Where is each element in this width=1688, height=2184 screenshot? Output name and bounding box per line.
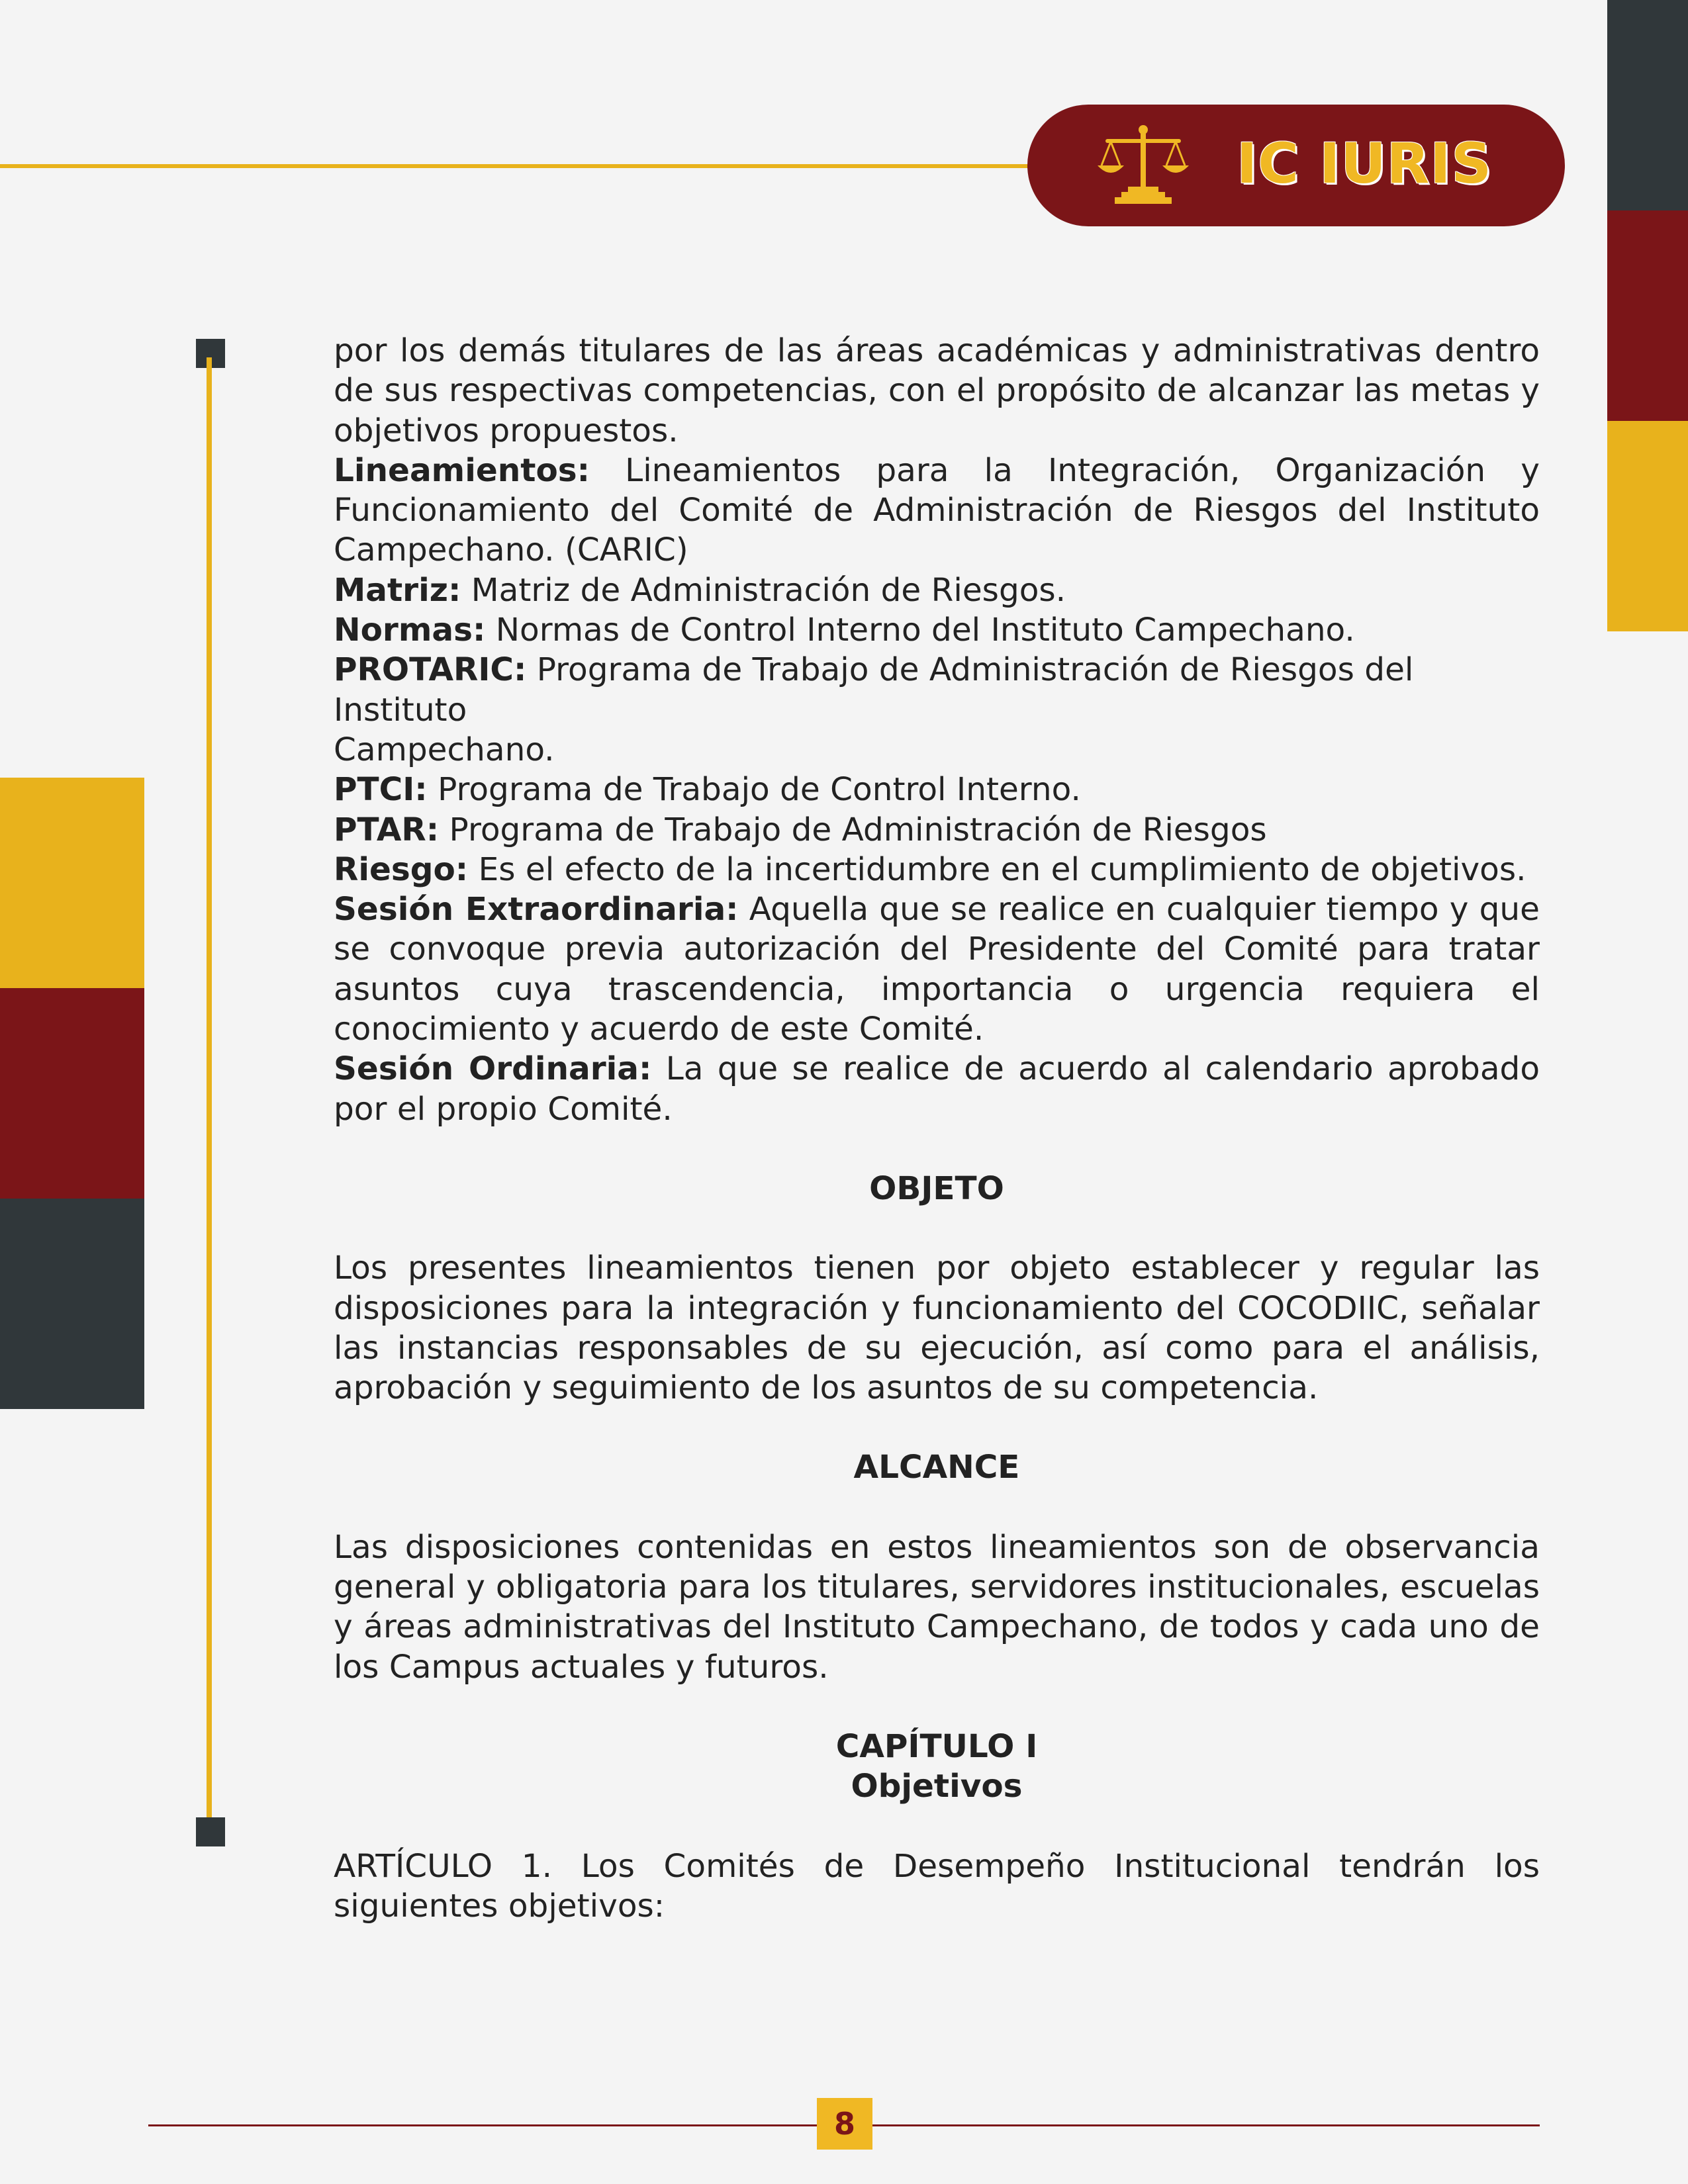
definition-ptar xyxy=(334,810,1540,850)
definition-lineamientos xyxy=(334,451,1540,570)
definition-text: La que se realice de acuerdo al calendario aprobado por el propio Comité. xyxy=(334,1050,1540,1128)
spacer xyxy=(334,1488,1540,1527)
header-rule xyxy=(0,164,1033,168)
definition-term: Sesión Ordinaria: xyxy=(334,1050,652,1088)
main-content xyxy=(334,331,1540,1926)
objeto-paragraph: Los presentes lineamientos tienen por objeto establecer y regular las disposiciones para la integración y funcionamiento del COCODIIC, señalar las instancias responsables de su ejecución, así como para el análisis, aprobación y seguimiento de los asuntos de su competencia. xyxy=(334,1250,1540,1407)
definition-term: PTAR: xyxy=(334,811,440,848)
spacer xyxy=(334,1807,1540,1846)
right-bar-maroon xyxy=(1607,210,1688,421)
definition-protaric xyxy=(334,650,1540,730)
definition-term: PTCI: xyxy=(334,771,428,809)
timeline-end-marker xyxy=(196,1817,225,1846)
timeline-rule xyxy=(207,357,212,1827)
definition-ptci xyxy=(334,770,1540,809)
intro-paragraph: por los demás titulares de las áreas académicas y administrativas dentro de sus respectivas competencias, con el propósito de alcanzar las metas y objetivos propuestos. xyxy=(334,332,1540,449)
spacer xyxy=(334,1408,1540,1447)
definition-term: Sesión Extraordinaria: xyxy=(334,891,739,929)
definition-text: Programa de Trabajo de Administración de Riesgos xyxy=(439,811,1267,848)
definition-text: Normas de Control Interno del Instituto Campechano. xyxy=(485,612,1355,649)
definition-matriz xyxy=(334,570,1540,610)
definition-text: Campechano. xyxy=(334,731,555,768)
section-heading-objeto: OBJETO xyxy=(869,1169,1004,1207)
spacer xyxy=(334,1687,1540,1727)
definition-sesion-extraordinaria xyxy=(334,889,1540,1049)
scales-of-justice-icon xyxy=(1094,122,1193,208)
definition-riesgo xyxy=(334,850,1540,889)
definition-term: Matriz: xyxy=(334,571,461,609)
definition-text: Programa de Trabajo de Administración de Riesgos del Instituto xyxy=(334,651,1414,729)
page-number: 8 xyxy=(817,2098,872,2150)
definition-term: Normas: xyxy=(334,612,486,649)
definition-text: Es el efecto de la incertidumbre en el cumplimiento de objetivos. xyxy=(468,850,1526,888)
definition-term: PROTARIC: xyxy=(334,651,527,689)
right-bar-charcoal xyxy=(1607,0,1688,210)
chapter-subheading: Objetivos xyxy=(851,1768,1023,1805)
section-heading-alcance: ALCANCE xyxy=(853,1449,1020,1486)
definition-term: Riesgo: xyxy=(334,850,469,888)
definition-text: Aquella que se realice en cualquier tiempo y que se convoque previa autorización del Presidente del Comité para tratar asuntos cuya trascendencia, importancia o urgencia requiera el conocimiento y acuerdo de este Comité. xyxy=(334,891,1540,1048)
logo-title: IC IURIS xyxy=(1237,131,1493,196)
definition-text: Matriz de Administración de Riesgos. xyxy=(461,571,1066,609)
left-bar-charcoal xyxy=(0,1199,144,1409)
definition-term: Lineamientos: xyxy=(334,451,590,489)
header-badge xyxy=(1027,105,1565,226)
definition-protaric-continued xyxy=(334,730,1540,770)
alcance-paragraph: Las disposiciones contenidas en estos lineamientos son de observancia general y obligatoria para los titulares, servidores institucionales, escuelas y áreas administrativas del Instituto Campechano, de todos y cada uno de los Campus actuales y futuros. xyxy=(334,1528,1540,1686)
definition-text: Programa de Trabajo de Control Interno. xyxy=(427,771,1081,809)
right-bar-gold xyxy=(1607,421,1688,631)
left-bar-gold xyxy=(0,778,144,988)
left-bar-maroon xyxy=(0,988,144,1199)
definition-text: Lineamientos para la Integración, Organización y Funcionamiento del Comité de Administración de Riesgos del Instituto Campechano. (CARIC) xyxy=(334,451,1540,569)
spacer xyxy=(334,1129,1540,1169)
definition-normas xyxy=(334,610,1540,650)
definition-sesion-ordinaria xyxy=(334,1049,1540,1129)
chapter-heading: CAPÍTULO I xyxy=(835,1727,1038,1765)
spacer xyxy=(334,1208,1540,1248)
article-paragraph: ARTÍCULO 1. Los Comités de Desempeño Institucional tendrán los siguientes objetivos: xyxy=(334,1847,1540,1925)
